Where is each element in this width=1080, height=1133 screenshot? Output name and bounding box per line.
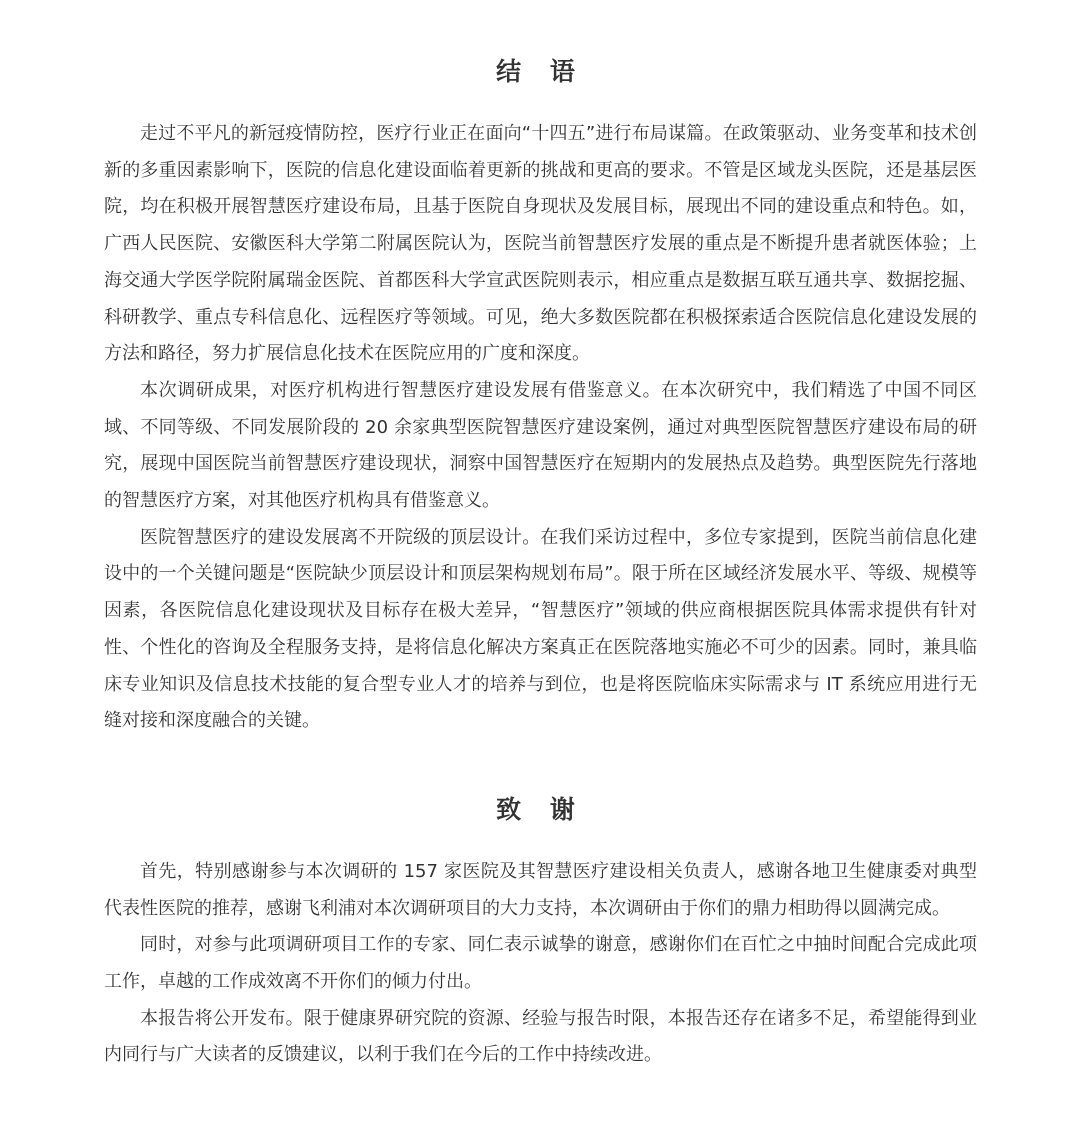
acknowledgement-paragraph: 首先，特别感谢参与本次调研的 157 家医院及其智慧医疗建设相关负责人，感谢各地卫生健康委对典型代表性医院的推荐，感谢飞利浦对本次调研项目的大力支持，本次调研由于你们的鼎力相助得以圆满完成。	[104, 860, 977, 919]
conclusion-paragraph: 医院智慧医疗的建设发展离不开院级的顶层设计。在我们采访过程中，多位专家提到，医院当前信息化建设中的一个关键问题是“医院缺少顶层设计和顶层架构规划布局”。限于所在区域经济发展水平、等级、规模等因素，各医院信息化建设现状及目标存在极大差异，“智慧医疗”领域的供应商根据医院具体需求提供有针对性、个性化的咨询及全程服务支持，是将信息化解决方案真正在医院落地实施必不可少的因素。同时，兼具临床专业知识及信息技术技能的复合型专业人才的培养与到位，也是将医院临床实际需求与 IT 系统应用进行无缝对接和深度融合的关键。	[104, 526, 977, 732]
conclusion-title: 结 语	[496, 57, 585, 86]
acknowledgement-title: 致 谢	[496, 794, 585, 824]
conclusion-paragraph: 走过不平凡的新冠疫情防控，医疗行业正在面向“十四五”进行布局谋篇。在政策驱动、业务变革和技术创新的多重因素影响下，医院的信息化建设面临着更新的挑战和更高的要求。不管是区域龙头医院，还是基层医院，均在积极开展智慧医疗建设布局，且基于医院自身现状及发展目标，展现出不同的建设重点和特色。如，广西人民医院、安徽医科大学第二附属医院认为，医院当前智慧医疗发展的重点是不断提升患者就医体验；上海交通大学医学院附属瑞金医院、首都医科大学宣武医院则表示，相应重点是数据互联互通共享、数据挖掘、科研教学、重点专科信息化、远程医疗等领域。可见，绝大多数医院都在积极探索适合医院信息化建设发展的方法和路径，努力扩展信息化技术在医院应用的广度和深度。	[104, 123, 977, 365]
conclusion-paragraph: 本次调研成果，对医疗机构进行智慧医疗建设发展有借鉴意义。在本次研究中，我们精选了中国不同区域、不同等级、不同发展阶段的 20 余家典型医院智慧医疗建设案例，通过对典型医院智慧医疗建设布局的研究，展现中国医院当前智慧医疗建设现状，洞察中国智慧医疗在短期内的发展热点及趋势。典型医院先行落地的智慧医疗方案，对其他医疗机构具有借鉴意义。	[104, 379, 977, 512]
conclusion-body	[104, 116, 977, 740]
acknowledgement-paragraph: 本报告将公开发布。限于健康界研究院的资源、经验与报告时限，本报告还存在诸多不足，希望能得到业内同行与广大读者的反馈建议，以利于我们在今后的工作中持续改进。	[104, 1007, 977, 1066]
acknowledgement-paragraph: 同时，对参与此项调研项目工作的专家、同仁表示诚挚的谢意，感谢你们在百忙之中抽时间配合完成此项工作，卓越的工作成效离不开你们的倾力付出。	[104, 934, 977, 993]
acknowledgement-body	[104, 854, 977, 1074]
